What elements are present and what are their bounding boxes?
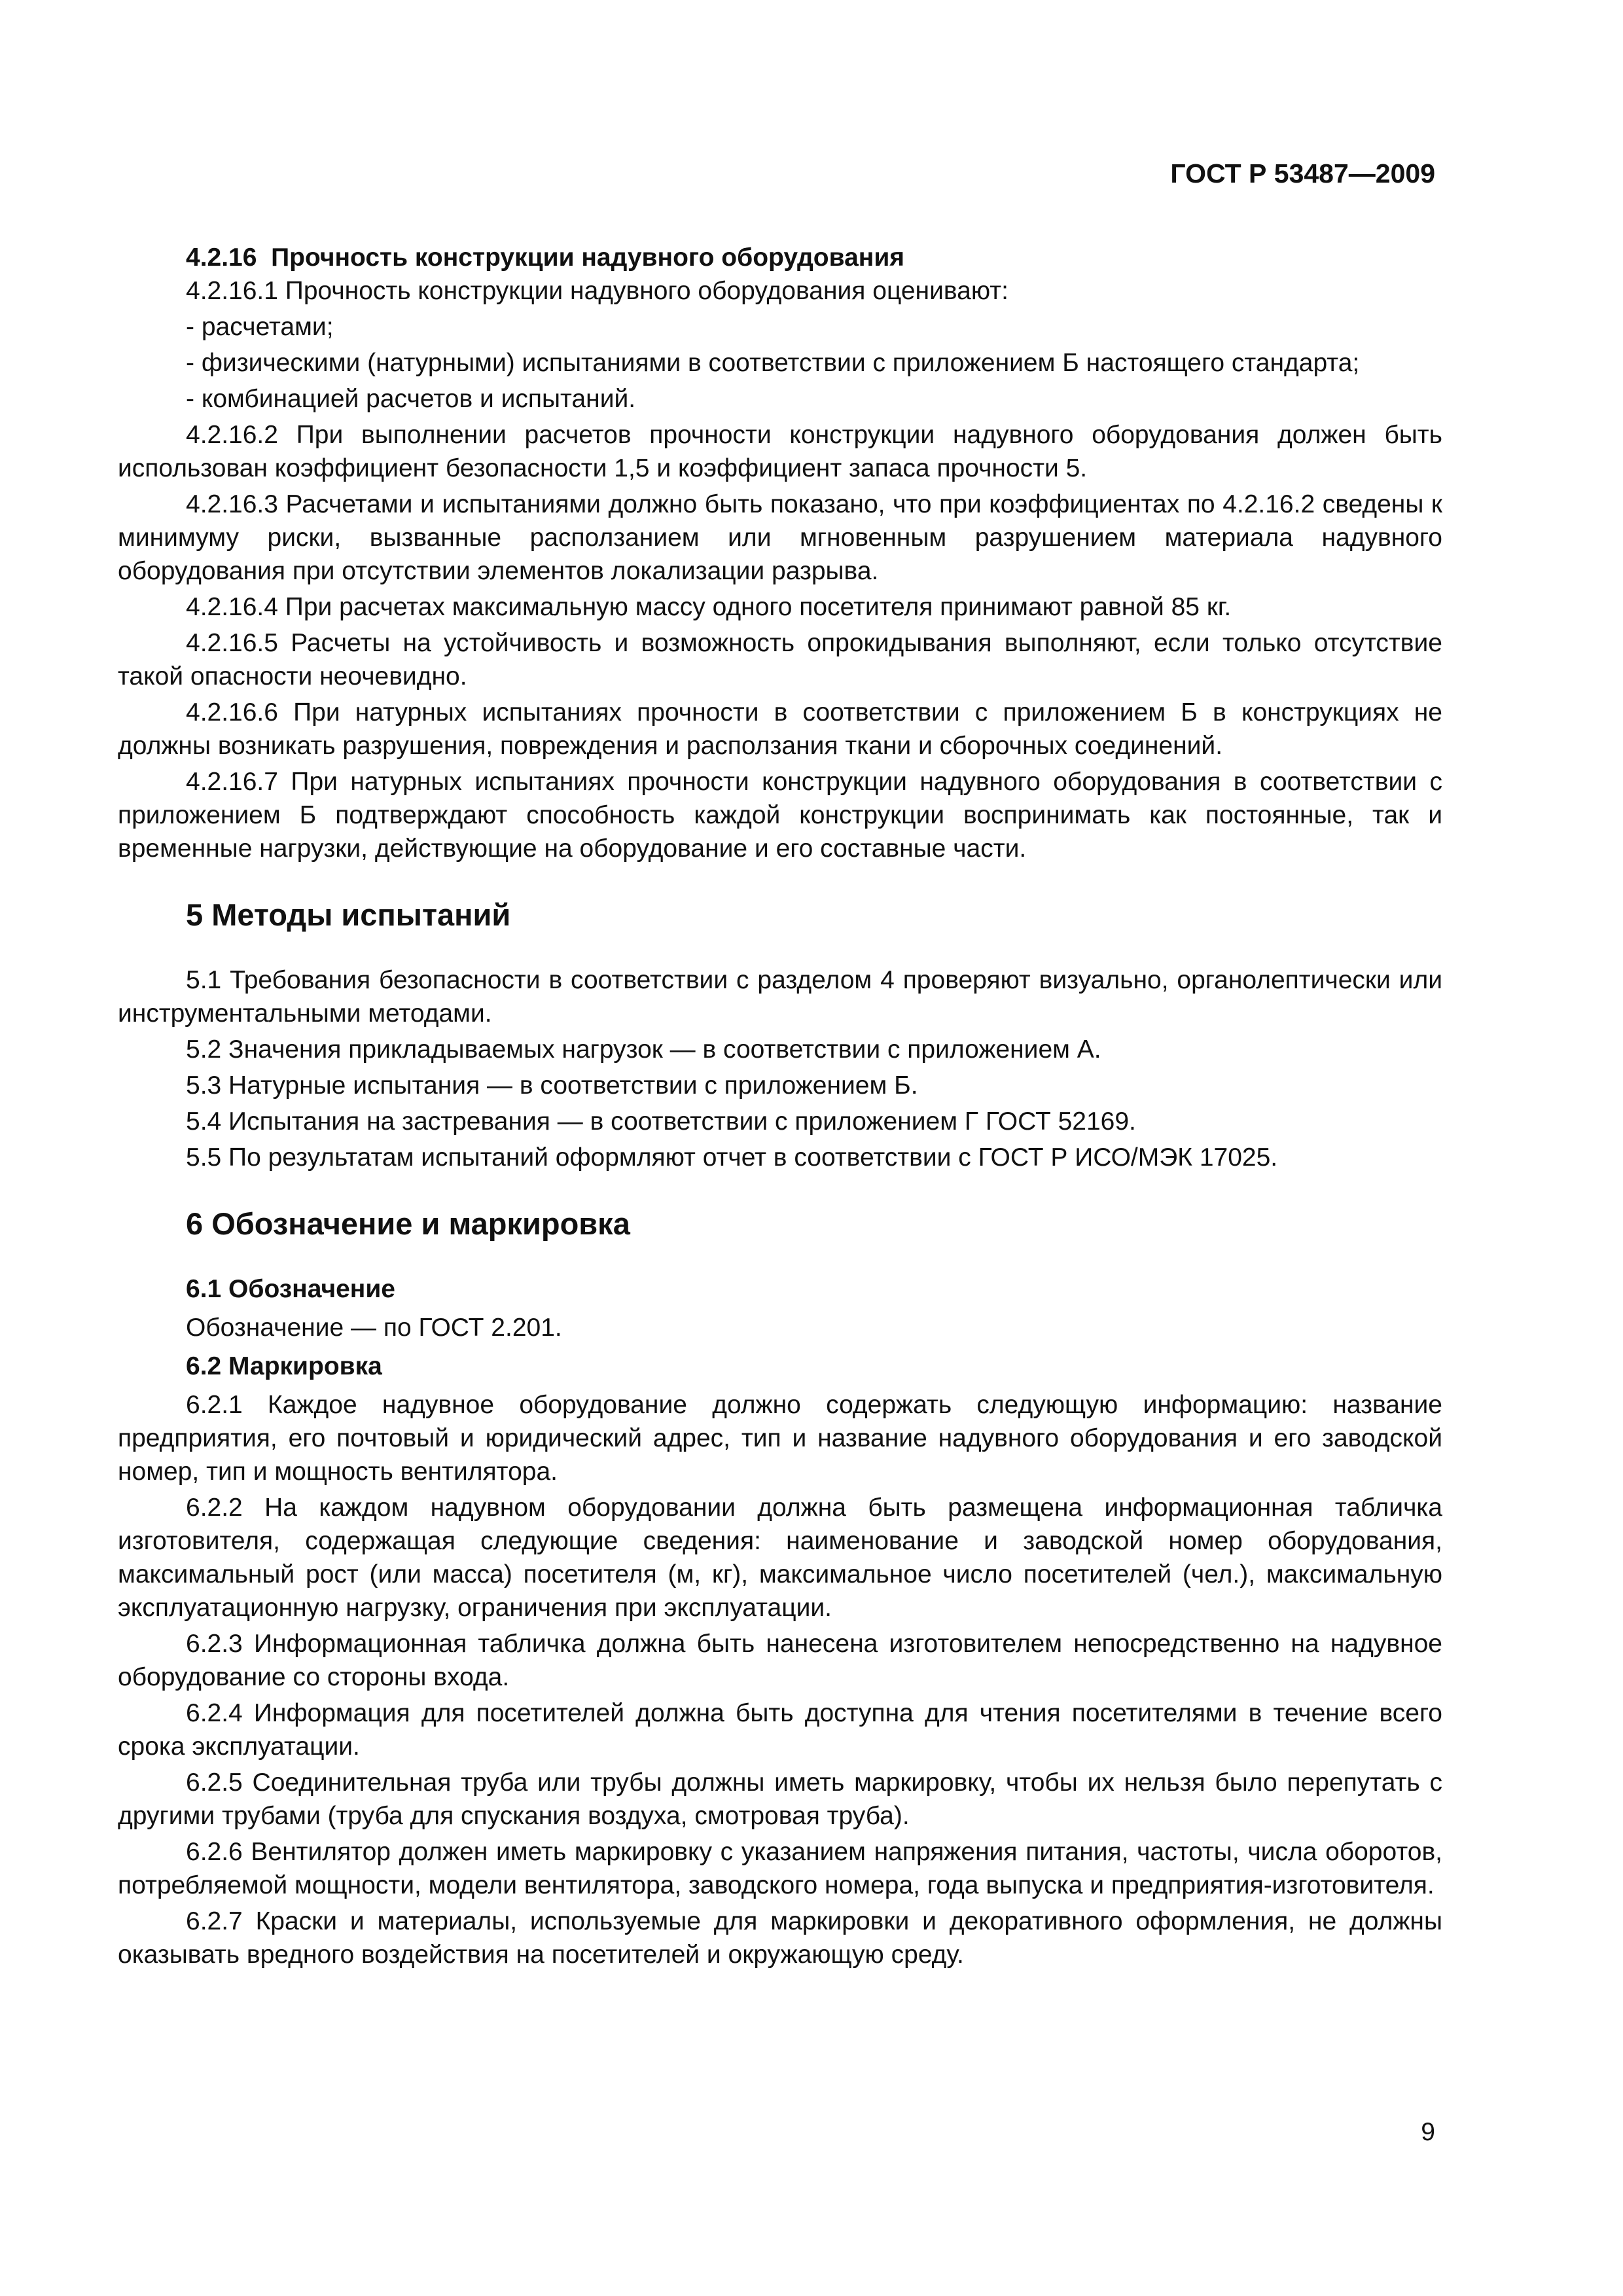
paragraph-4-2-16-5: 4.2.16.5 Расчеты на устойчивость и возможность опрокидывания выполняют, если только отсутствие такой опасности неочевидно. — [118, 629, 1442, 691]
paragraph-6-2-3: 6.2.3 Информационная табличка должна быть нанесена изготовителем непосредственно на надувное оборудование со стороны входа. — [118, 1630, 1442, 1691]
paragraph-6-1: Обозначение — по ГОСТ 2.201. — [186, 1314, 562, 1342]
paragraph-4-2-16-4: 4.2.16.4 При расчетах максимальную массу одного посетителя принимают равной 85 кг. — [186, 593, 1232, 621]
subsection-heading-6-1: 6.1 Обозначение — [186, 1275, 395, 1303]
paragraph-5-2: 5.2 Значения прикладываемых нагрузок — в соответствии с приложением А. — [186, 1035, 1101, 1064]
list-item: - физическими (натурными) испытаниями в соответствии с приложением Б настоящего стандарта; — [186, 349, 1360, 377]
paragraph-4-2-16-7: 4.2.16.7 При натурных испытаниях прочности конструкции надувного оборудования в соответствии с приложением Б подтверждают способность каждой конструкции воспринимать как постоянные, так и временные нагрузки, действующие на оборудование и его составные части. — [118, 768, 1442, 863]
section-heading-5: 5 Методы испытаний — [186, 897, 511, 932]
subsection-heading-4-2-16 — [118, 241, 1442, 274]
paragraph-5-4: 5.4 Испытания на застревания — в соответствии с приложением Г ГОСТ 52169. — [186, 1107, 1136, 1136]
paragraph-5-5: 5.5 По результатам испытаний оформляют отчет в соответствии с ГОСТ Р ИСО/МЭК 17025. — [186, 1143, 1278, 1172]
paragraph-4-2-16-2: 4.2.16.2 При выполнении расчетов прочности конструкции надувного оборудования должен быть использован коэффициент безопасности 1,5 и коэффициент запаса прочности 5. — [118, 421, 1442, 482]
paragraph-6-2-4: 6.2.4 Информация для посетителей должна быть доступна для чтения посетителями в течение всего срока эксплуатации. — [118, 1699, 1442, 1761]
list-item: - комбинацией расчетов и испытаний. — [186, 385, 636, 413]
paragraph-4-2-16-6: 4.2.16.6 При натурных испытаниях прочности в соответствии с приложением Б в конструкциях не должны возникать разрушения, повреждения и расползания ткани и сборочных соединений. — [118, 698, 1442, 760]
heading-title: Прочность конструкции надувного оборудования — [271, 243, 905, 272]
section-heading-6: 6 Обозначение и маркировка — [186, 1206, 630, 1241]
paragraph-6-2-2: 6.2.2 На каждом надувном оборудовании должна быть размещена информационная табличка изготовителя, содержащая следующие сведения: наименование и заводской номер оборудования, максимальный рост (или масса) посетителя (м, кг), максимальное число посетителей (чел.), максимальную эксплуатационную нагрузку, ограничения при эксплуатации. — [118, 1494, 1442, 1622]
subsection-heading-6-2: 6.2 Маркировка — [186, 1352, 382, 1380]
page-number: 9 — [1421, 2118, 1435, 2146]
paragraph-6-2-1: 6.2.1 Каждое надувное оборудование должно содержать следующую информацию: название предприятия, его почтовый и юридический адрес, тип и название надувного оборудования и его заводской номер, тип и мощность вентилятора. — [118, 1391, 1442, 1486]
paragraph-4-2-16-3: 4.2.16.3 Расчетами и испытаниями должно быть показано, что при коэффициентах по 4.2.16.2 сведены к минимуму риски, вызванные расползанием или мгновенным разрушением материала надувного оборудования при отсутствии элементов локализации разрыва. — [118, 490, 1442, 585]
paragraph-5-3: 5.3 Натурные испытания — в соответствии с приложением Б. — [186, 1071, 918, 1100]
paragraph-6-2-6: 6.2.6 Вентилятор должен иметь маркировку с указанием напряжения питания, частоты, числа оборотов, потребляемой мощности, модели вентилятора, заводского номера, года выпуска и предприятия-изготовителя. — [118, 1838, 1442, 1899]
paragraph-6-2-7: 6.2.7 Краски и материалы, используемые для маркировки и декоративного оформления, не должны оказывать вредного воздействия на посетителей и окружающую среду. — [118, 1907, 1442, 1969]
paragraph-6-2-5: 6.2.5 Соединительная труба или трубы должны иметь маркировку, чтобы их нельзя было перепутать с другими трубами (труба для спускания воздуха, смотровая труба). — [118, 1768, 1442, 1830]
page-content — [118, 241, 1442, 1971]
list-item: - расчетами; — [186, 313, 334, 341]
document-code: ГОСТ Р 53487—2009 — [1170, 158, 1435, 188]
paragraph-4-2-16-1: 4.2.16.1 Прочность конструкции надувного оборудования оценивают: — [186, 277, 1008, 305]
heading-number: 4.2.16 — [186, 243, 257, 272]
paragraph-5-1: 5.1 Требования безопасности в соответствии с разделом 4 проверяют визуально, органолептически или инструментальными методами. — [118, 966, 1442, 1028]
